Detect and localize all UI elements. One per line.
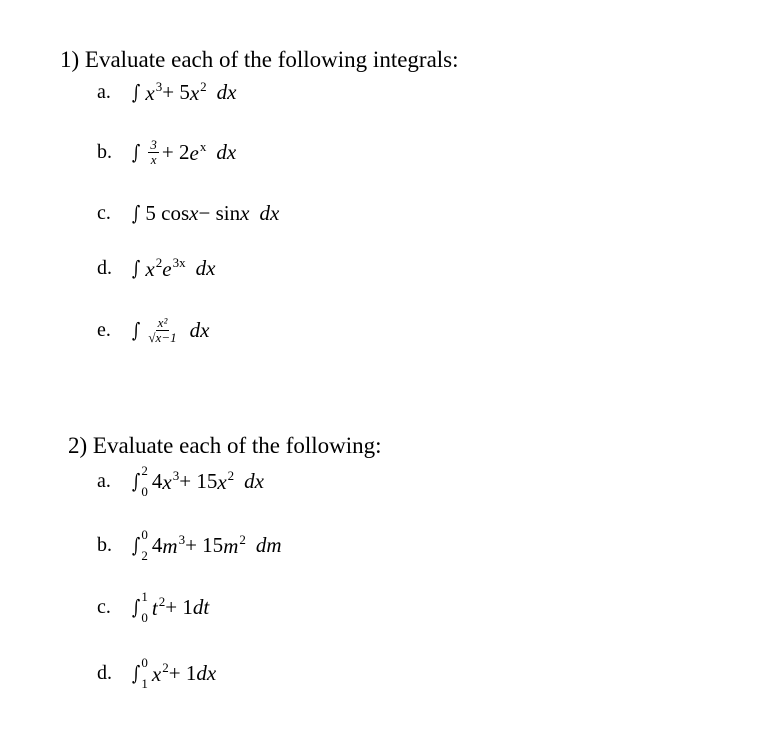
numerator: 3 — [150, 136, 157, 152]
integral-item — [97, 525, 282, 565]
integral-item — [97, 72, 237, 112]
math-term: $m^2$ — [223, 531, 246, 558]
integral-sign-icon: ∫ — [132, 256, 141, 280]
math-term: $e^{3x}$ — [162, 254, 186, 281]
math-term: dm — [255, 532, 282, 557]
denominator: √x−1 — [148, 329, 177, 345]
math-term: $t^2$ — [151, 593, 166, 620]
math-term: $m^3$ — [162, 531, 186, 558]
integral-sign-icon: ∫ — [132, 80, 141, 104]
item-label: e. — [97, 318, 111, 341]
fraction — [148, 316, 176, 345]
question-1-title: 1) Evaluate each of the following integrals: — [60, 47, 459, 72]
lower-limit: 1 — [141, 676, 148, 691]
upper-limit: 0 — [141, 527, 148, 542]
math-term: dx — [216, 139, 237, 164]
math-term: dx — [195, 255, 216, 280]
math-term: dx — [196, 660, 217, 685]
lower-limit: 0 — [141, 484, 148, 499]
math-term: 4 — [151, 532, 163, 557]
question-2-title: 2) Evaluate each of the following: — [68, 433, 382, 458]
math-term: $e^x$ — [189, 138, 207, 165]
item-label: b. — [97, 140, 112, 163]
integral-item — [97, 132, 236, 172]
integral-limits — [141, 464, 148, 498]
math-term: + 5 — [162, 79, 190, 104]
exponent: x — [199, 138, 207, 154]
upper-limit: 0 — [141, 655, 148, 670]
integral-limits — [141, 590, 148, 624]
math-term: x — [189, 200, 199, 225]
integral-sign-icon: ∫ — [132, 201, 141, 225]
integral-item — [97, 248, 215, 288]
denominator: x — [150, 151, 157, 167]
exponent: 2 — [162, 659, 169, 675]
math-term: $x^2$ — [151, 659, 169, 686]
math-term: + 15 — [185, 532, 224, 557]
integral-sign-icon: ∫ — [132, 595, 141, 619]
exponent: 2 — [227, 467, 235, 483]
integral-sign-icon: ∫ — [132, 469, 141, 493]
item-label: a. — [97, 80, 111, 103]
integral-limits — [141, 656, 148, 690]
numerator: x² — [157, 314, 168, 330]
item-label: c. — [97, 201, 111, 224]
math-term: dt — [192, 594, 210, 619]
exponent: 2 — [200, 78, 207, 94]
integral-item — [97, 587, 209, 627]
math-term: − sin — [198, 200, 241, 225]
integral-limits — [141, 528, 148, 562]
upper-limit: 2 — [141, 463, 148, 478]
integral-item — [97, 653, 216, 693]
integral-sign-icon: ∫ — [132, 318, 141, 342]
math-term: $x^2$ — [217, 467, 235, 494]
integral-sign-icon: ∫ — [132, 661, 141, 685]
math-term: $x^3$ — [145, 78, 163, 105]
math-term: 4 — [151, 468, 163, 493]
math-term: $x^2$ — [145, 254, 163, 281]
exponent: 2 — [158, 593, 166, 609]
item-label: c. — [97, 595, 111, 618]
exponent: 2 — [155, 254, 163, 270]
fraction — [148, 138, 159, 167]
upper-limit: 1 — [141, 589, 148, 604]
math-term: $x^3$ — [162, 467, 180, 494]
exponent: 3 — [178, 531, 186, 547]
exponent: 3 — [155, 78, 163, 94]
exponent: 3 — [172, 467, 180, 483]
math-term: + 1 — [165, 594, 193, 619]
integral-item — [97, 193, 279, 233]
math-term: + 15 — [179, 468, 218, 493]
item-label: a. — [97, 469, 111, 492]
item-label: b. — [97, 533, 112, 556]
item-label: d. — [97, 256, 112, 279]
math-term: dx — [216, 79, 237, 104]
lower-limit: 2 — [141, 548, 148, 563]
math-term: + 1 — [168, 660, 197, 685]
integral-sign-icon: ∫ — [132, 140, 141, 164]
math-term: 5 cos — [145, 200, 190, 225]
math-term: dx — [244, 468, 264, 493]
math-term: x — [240, 200, 250, 225]
math-term: dx — [259, 200, 280, 225]
integral-sign-icon: ∫ — [132, 533, 141, 557]
lower-limit: 0 — [141, 610, 148, 625]
exponent: 2 — [239, 531, 246, 547]
integral-item — [97, 461, 264, 501]
item-label: d. — [97, 661, 112, 684]
exponent: 3x — [172, 254, 186, 270]
math-term: $x^2$ — [189, 78, 207, 105]
integral-item — [97, 310, 209, 350]
math-term: dx — [189, 317, 210, 342]
math-term: + 2 — [161, 139, 190, 164]
